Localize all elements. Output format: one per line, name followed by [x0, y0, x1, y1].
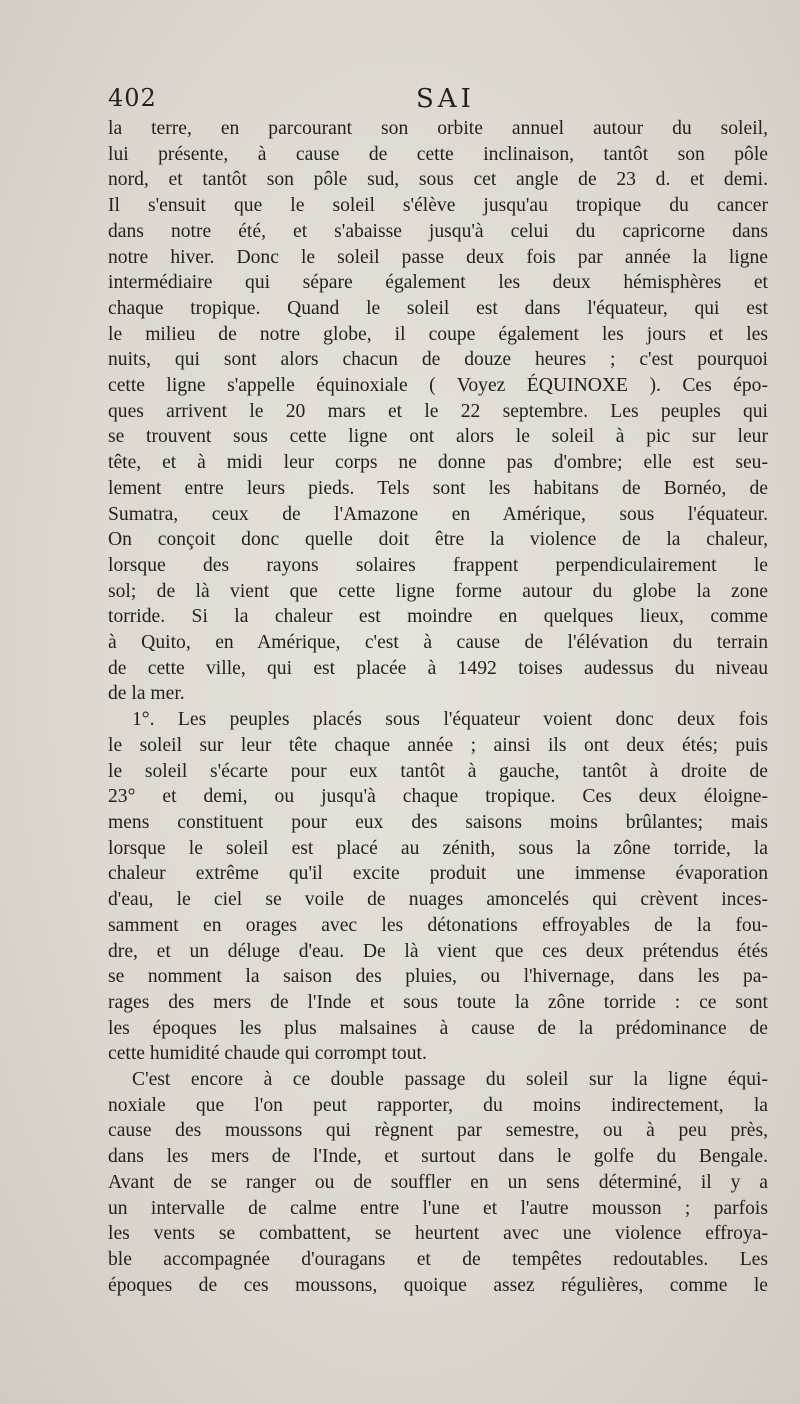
text-line: la terre, en parcourant son orbite annuel autour du soleil,	[108, 118, 768, 139]
text-line: sol; de là vient que cette ligne forme autour du globe la zone	[108, 580, 768, 602]
text-line: Sumatra, ceux de l'Amazone en Amérique, sous l'équateur.	[108, 503, 768, 525]
text-line: le soleil s'écarte pour eux tantôt à gauche, tantôt à droite de	[108, 760, 768, 782]
text-line: le milieu de notre globe, il coupe également les jours et les	[108, 323, 768, 345]
running-head: SAI	[416, 84, 475, 114]
text-line: rages des mers de l'Inde et sous toute la zône torride : ce sont	[108, 991, 768, 1013]
text-line: On conçoit donc quelle doit être la violence de la chaleur,	[108, 529, 768, 551]
text-line: le soleil sur leur tête chaque année ; ainsi ils ont deux étés; puis	[108, 734, 768, 756]
text-line: nuits, qui sont alors chacun de douze heures ; c'est pourquoi	[108, 349, 768, 371]
text-line: les vents se combattent, se heurtent avec une violence effroya-	[108, 1223, 768, 1245]
text-line: torride. Si la chaleur est moindre en quelques lieux, comme	[108, 606, 768, 628]
text-line: ble accompagnée d'ouragans et de tempêtes redoutables. Les	[108, 1248, 768, 1270]
text-line: lement entre leurs pieds. Tels sont les habitans de Bornéo, de	[108, 477, 768, 499]
text-line: ques arrivent le 20 mars et le 22 septembre. Les peuples qui	[108, 400, 768, 422]
text-line: notre hiver. Donc le soleil passe deux fois par année la ligne	[108, 246, 768, 268]
text-line: intermédiaire qui sépare également les deux hémisphères et	[108, 272, 768, 294]
text-line: mens constituent pour eux des saisons moins brûlantes; mais	[108, 811, 768, 833]
text-line: samment en orages avec les détonations effroyables de la fou-	[108, 914, 768, 936]
page-number: 402	[108, 84, 157, 112]
text-line: d'eau, le ciel se voile de nuages amoncelés qui crèvent inces-	[108, 889, 768, 911]
text-line: dre, et un déluge d'eau. De là vient que ces deux prétendus étés	[108, 940, 768, 962]
text-line: se nomment la saison des pluies, ou l'hivernage, dans les pa-	[108, 966, 768, 988]
text-line: Il s'ensuit que le soleil s'élève jusqu'au tropique du cancer	[108, 195, 768, 217]
text-line: chaque tropique. Quand le soleil est dans l'équateur, qui est	[108, 297, 768, 319]
page-header	[108, 84, 768, 118]
text-line: dans les mers de l'Inde, et surtout dans le golfe du Bengale.	[108, 1146, 768, 1168]
text-line: chaleur extrême qu'il excite produit une immense évaporation	[108, 863, 768, 885]
text-line: Avant de se ranger ou de souffler en un sens déterminé, il y a	[108, 1171, 768, 1193]
text-line: noxiale que l'on peut rapporter, du moins indirectement, la	[108, 1094, 768, 1116]
body-text	[108, 116, 768, 1298]
text-line: C'est encore à ce double passage du soleil sur la ligne équi-	[132, 1069, 768, 1091]
text-line: à Quito, en Amérique, c'est à cause de l'élévation du terrain	[108, 632, 768, 654]
text-line: époques de ces moussons, quoique assez régulières, comme le	[108, 1274, 768, 1296]
text-line: lui présente, à cause de cette inclinaison, tantôt son pôle	[108, 143, 768, 165]
text-line: lorsque le soleil est placé au zénith, sous la zône torride, la	[108, 837, 768, 859]
text-line: un intervalle de calme entre l'une et l'autre mousson ; parfois	[108, 1197, 768, 1219]
text-line: tête, et à midi leur corps ne donne pas d'ombre; elle est seu-	[108, 452, 768, 474]
text-line: les époques les plus malsaines à cause de la prédominance de	[108, 1017, 768, 1039]
text-line: nord, et tantôt son pôle sud, sous cet angle de 23 d. et demi.	[108, 169, 768, 191]
text-line: se trouvent sous cette ligne ont alors le soleil à pic sur leur	[108, 426, 768, 448]
text-line: 23° et demi, ou jusqu'à chaque tropique. Ces deux éloigne-	[108, 786, 768, 808]
text-line: de la mer.	[108, 683, 185, 705]
text-line: de cette ville, qui est placée à 1492 toises audessus du niveau	[108, 657, 768, 679]
text-line: dans notre été, et s'abaisse jusqu'à celui du capricorne dans	[108, 220, 768, 242]
text-line: cette humidité chaude qui corrompt tout.	[108, 1043, 427, 1065]
text-line: lorsque des rayons solaires frappent perpendiculairement le	[108, 554, 768, 576]
text-line: 1°. Les peuples placés sous l'équateur voient donc deux fois	[132, 709, 768, 731]
text-line: cause des moussons qui règnent par semestre, ou à peu près,	[108, 1120, 768, 1142]
text-line: cette ligne s'appelle équinoxiale ( Voyez ÉQUINOXE ). Ces épo-	[108, 375, 768, 397]
